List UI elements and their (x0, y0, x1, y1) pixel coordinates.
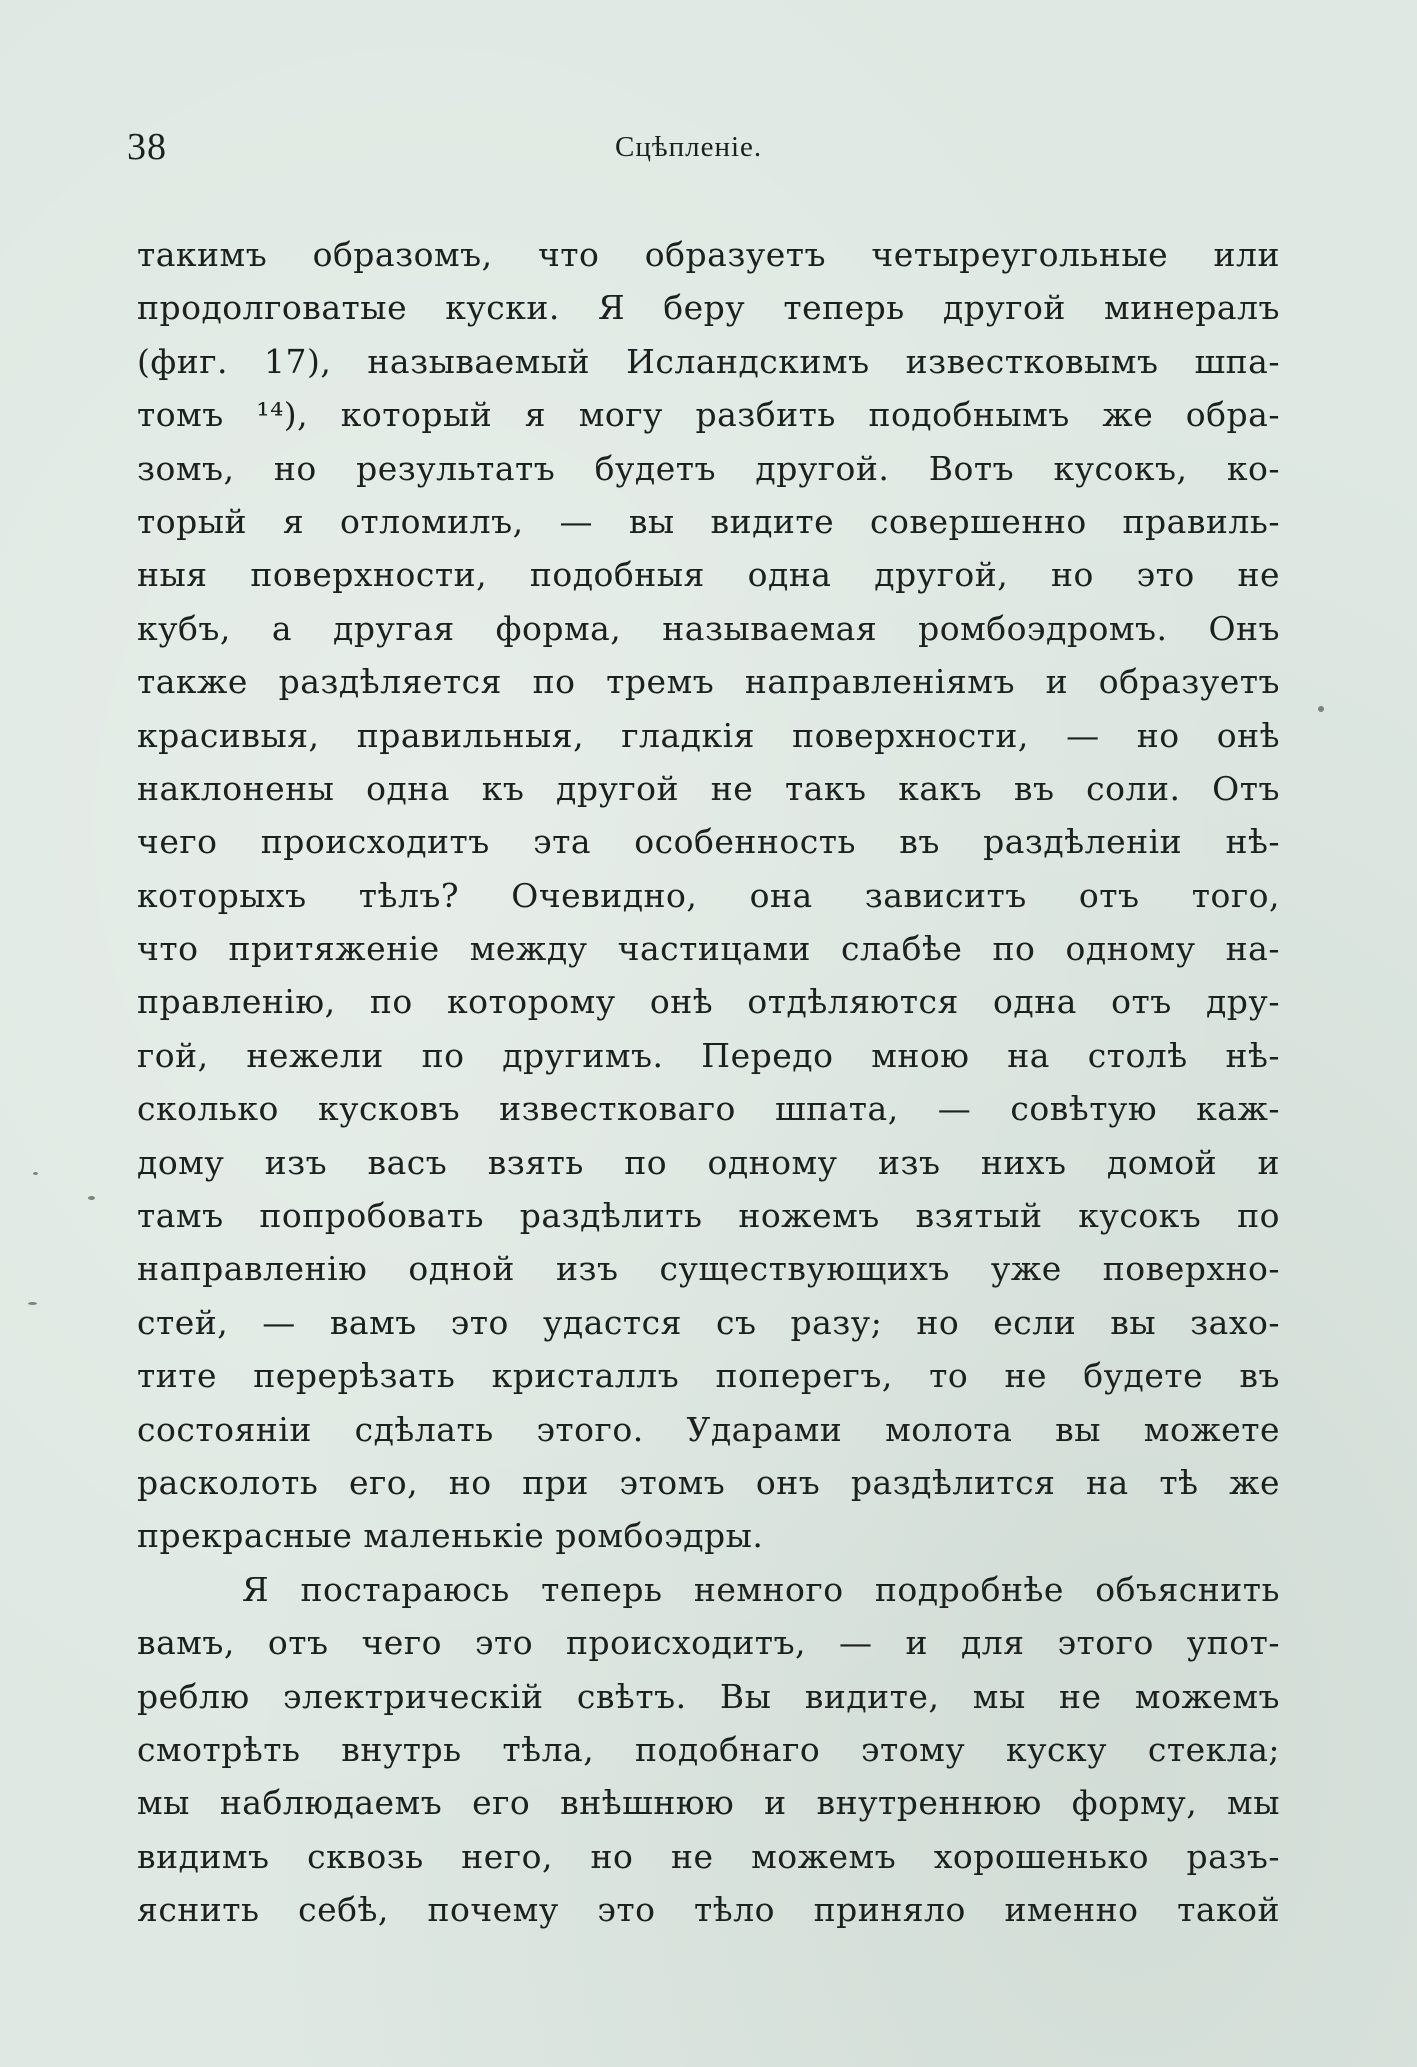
text-line: направленію одной изъ существующихъ уже поверхно- (137, 1249, 1280, 1289)
running-head: Сцѣпленіе. (615, 131, 763, 163)
text-line: зомъ, но результатъ будетъ другой. Вотъ кусокъ, ко- (137, 448, 1280, 488)
body-text (137, 228, 1280, 1937)
page-header (125, 125, 1275, 175)
text-line: смотрѣть внутрь тѣла, подобнаго этому куску стекла; (137, 1729, 1280, 1769)
text-line: что притяженіе между частицами слабѣе по одному на- (137, 929, 1280, 969)
text-line: наклонены одна къ другой не такъ какъ въ соли. Отъ (137, 768, 1280, 808)
text-line: которыхъ тѣлъ? Очевидно, она зависитъ отъ того, (137, 875, 1280, 915)
text-line: правленію, по которому онѣ отдѣляются одна отъ дру- (137, 982, 1280, 1022)
text-line: реблю электрическій свѣтъ. Вы видите, мы не можемъ (137, 1676, 1280, 1716)
text-line: чего происходитъ эта особенность въ раздѣленіи нѣ- (137, 822, 1280, 862)
text-line: кубъ, а другая форма, называемая ромбоэдромъ. Онъ (137, 608, 1280, 648)
text-line: такимъ образомъ, что образуетъ четыреугольные или (137, 235, 1280, 274)
paper-speck (33, 1172, 38, 1175)
text-line: дому изъ васъ взять по одному изъ нихъ домой и (137, 1142, 1280, 1182)
text-line: тамъ попробовать раздѣлить ножемъ взятый кусокъ по (137, 1196, 1280, 1236)
text-line: продолговатые куски. Я беру теперь другой минералъ (137, 288, 1280, 328)
paper-speck (28, 1302, 37, 1305)
text-line: расколоть его, но при этомъ онъ раздѣлится на тѣ же (137, 1462, 1280, 1502)
text-line: ныя поверхности, подобныя одна другой, но это не (137, 555, 1280, 595)
text-line: мы наблюдаемъ его внѣшнюю и внутреннюю форму, мы (137, 1783, 1280, 1823)
text-line: стей, — вамъ это удастся съ разу; но если вы захо- (137, 1302, 1280, 1342)
text-line: сколько кусковъ известковаго шпата, — совѣтую каж- (137, 1089, 1280, 1129)
text-line: видимъ сквозь него, но не можемъ хорошенько разъ- (137, 1836, 1280, 1876)
text-line: яснить себѣ, почему это тѣло приняло именно такой (137, 1890, 1280, 1930)
text-line: также раздѣляется по тремъ направленіямъ и образуетъ (137, 662, 1280, 702)
paragraph-start-line: Я постараюсь теперь немного подробнѣе объяснить (242, 1569, 1280, 1609)
paragraph-end-line: прекрасные маленькіе ромбоэдры. (137, 1516, 764, 1556)
text-line: состояніи сдѣлать этого. Ударами молота вы можете (137, 1409, 1280, 1449)
text-line: (фиг. 17), называемый Исландскимъ известковымъ шпа- (137, 341, 1280, 381)
text-line: красивыя, правильныя, гладкія поверхности, — но онѣ (137, 715, 1280, 755)
text-line: торый я отломилъ, — вы видите совершенно правиль- (137, 501, 1280, 541)
paper-speck (88, 1196, 95, 1200)
text-line: гой, нежели по другимъ. Передо мною на столѣ нѣ- (137, 1035, 1280, 1075)
text-line: тите перерѣзать кристаллъ поперегъ, то не будете въ (137, 1356, 1280, 1396)
text-line: вамъ, отъ чего это происходитъ, — и для этого упот- (137, 1623, 1280, 1663)
page-number: 38 (127, 126, 167, 168)
paper-speck (1318, 706, 1324, 712)
text-line: томъ ¹⁴), который я могу разбить подобнымъ же обра- (137, 395, 1280, 435)
